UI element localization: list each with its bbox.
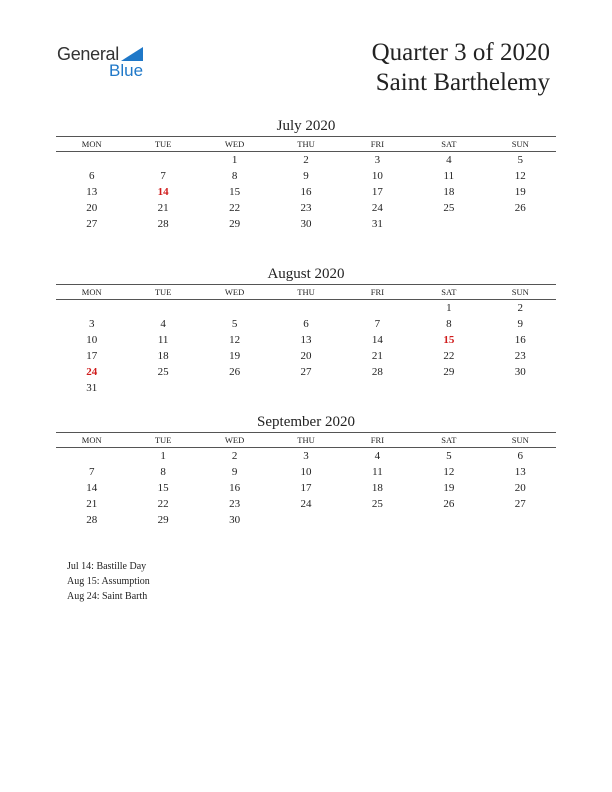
empty-day-cell (342, 512, 413, 528)
note-item: Aug 15: Assumption (67, 576, 150, 587)
weekday-label: FRI (370, 139, 385, 149)
empty-day-cell (270, 380, 341, 396)
day-cell: 11 (372, 466, 383, 478)
day-cell: 28 (157, 218, 169, 230)
day-cell: 23 (300, 202, 312, 214)
day-cell: 3 (88, 318, 95, 330)
logo-triangle-icon (121, 47, 143, 61)
empty-day-cell (485, 512, 556, 528)
weekday-label: FRI (370, 435, 385, 445)
month-title: August 2020 (267, 266, 345, 282)
day-cell: 25 (371, 498, 383, 510)
weekday-label: MON (81, 139, 102, 149)
day-cell: 3 (374, 154, 381, 166)
day-cell: 10 (300, 466, 312, 478)
day-cell: 17 (300, 482, 312, 494)
page-title (372, 38, 550, 98)
note-item: Aug 24: Saint Barth (67, 591, 148, 602)
weekday-header (56, 284, 556, 300)
weekday-label: WED (224, 139, 245, 149)
day-cell: 24 (371, 202, 383, 214)
day-cell: 15 (157, 482, 169, 494)
day-cell: 17 (86, 350, 98, 362)
weekday-label: SUN (511, 139, 529, 149)
day-cell: 23 (514, 350, 526, 362)
day-cell: 5 (517, 154, 524, 166)
day-cell: 1 (160, 450, 166, 462)
day-cell: 1 (231, 154, 238, 166)
day-cell: 5 (446, 450, 452, 462)
day-cell: 16 (300, 186, 312, 198)
empty-day-cell (56, 300, 127, 316)
weekday-header (56, 432, 556, 448)
weekday-label: SUN (511, 287, 529, 297)
day-grid (56, 448, 556, 528)
day-cell: 9 (517, 318, 524, 330)
weekday-label: WED (224, 287, 245, 297)
day-cell: 8 (446, 318, 452, 330)
day-cell: 22 (157, 498, 169, 510)
day-cell: 27 (300, 366, 312, 378)
day-cell: 10 (371, 170, 383, 182)
empty-day-cell (199, 380, 270, 396)
day-cell: 27 (514, 498, 526, 510)
day-cell: 18 (443, 186, 455, 198)
day-cell: 16 (514, 334, 526, 346)
day-cell: 13 (514, 466, 526, 478)
day-cell: 31 (371, 218, 383, 230)
month-title: September 2020 (257, 414, 355, 430)
day-cell: 19 (443, 482, 455, 494)
logo-blue-text: Blue (109, 61, 144, 80)
day-cell: 20 (86, 202, 98, 214)
weekday-label: TUE (154, 287, 172, 297)
day-cell: 1 (446, 302, 452, 314)
weekday-label: WED (224, 435, 245, 445)
day-cell: 29 (443, 366, 455, 378)
empty-day-cell (56, 152, 127, 168)
weekday-header (56, 136, 556, 152)
empty-day-cell (413, 512, 484, 528)
day-cell: 28 (371, 366, 383, 378)
day-cell: 25 (443, 202, 455, 214)
day-cell: 8 (231, 170, 238, 182)
weekday-label: THU (297, 435, 315, 445)
day-cell: 10 (86, 334, 98, 346)
day-cell: 30 (300, 218, 312, 230)
weekday-label: SAT (441, 287, 457, 297)
empty-day-cell (342, 380, 413, 396)
day-cell: 14 (371, 334, 383, 346)
holiday-day-cell: 14 (157, 186, 169, 198)
holiday-day-cell: 24 (86, 366, 98, 378)
empty-day-cell (413, 216, 484, 232)
weekday-label: SUN (511, 435, 529, 445)
empty-day-cell (127, 152, 198, 168)
day-cell: 2 (303, 154, 309, 166)
day-cell: 28 (86, 514, 98, 526)
day-cell: 13 (300, 334, 312, 346)
day-cell: 26 (443, 498, 455, 510)
day-cell: 4 (160, 318, 166, 330)
weekday-label: TUE (154, 435, 172, 445)
day-cell: 25 (157, 366, 169, 378)
weekday-label: THU (297, 139, 315, 149)
empty-day-cell (199, 300, 270, 316)
empty-day-cell (485, 380, 556, 396)
day-cell: 26 (229, 366, 241, 378)
day-cell: 9 (303, 170, 309, 182)
day-cell: 7 (88, 466, 95, 478)
day-cell: 16 (229, 482, 241, 494)
empty-day-cell (127, 380, 198, 396)
empty-day-cell (485, 216, 556, 232)
day-cell: 30 (514, 366, 526, 378)
day-cell: 23 (229, 498, 241, 510)
empty-day-cell (270, 512, 341, 528)
empty-day-cell (413, 380, 484, 396)
day-cell: 12 (229, 334, 241, 346)
holiday-notes (67, 559, 150, 604)
day-cell: 11 (157, 334, 169, 346)
day-cell: 7 (160, 170, 166, 182)
month-august (56, 264, 556, 396)
day-cell: 29 (229, 218, 241, 230)
day-cell: 30 (229, 514, 241, 526)
day-cell: 5 (231, 318, 238, 330)
day-grid (56, 152, 556, 232)
weekday-label: THU (297, 287, 315, 297)
day-cell: 6 (517, 450, 524, 462)
day-cell: 12 (514, 170, 526, 182)
day-cell: 20 (514, 482, 526, 494)
day-cell: 7 (374, 318, 381, 330)
day-cell: 18 (157, 350, 169, 362)
empty-day-cell (56, 448, 127, 464)
day-grid (56, 300, 556, 396)
empty-day-cell (127, 300, 198, 316)
day-cell: 3 (303, 450, 309, 462)
day-cell: 21 (371, 350, 383, 362)
day-cell: 15 (229, 186, 241, 198)
day-cell: 22 (229, 202, 241, 214)
weekday-label: SAT (441, 435, 457, 445)
day-cell: 20 (300, 350, 312, 362)
month-july (56, 116, 556, 232)
day-cell: 4 (446, 154, 452, 166)
day-cell: 26 (514, 202, 526, 214)
day-cell: 9 (231, 466, 238, 478)
day-cell: 31 (86, 382, 98, 394)
weekday-label: MON (81, 435, 102, 445)
logo-general-text: General (57, 44, 119, 64)
day-cell: 2 (231, 450, 238, 462)
day-cell: 21 (86, 498, 98, 510)
weekday-label: TUE (154, 139, 172, 149)
empty-day-cell (270, 300, 341, 316)
day-cell: 4 (374, 450, 381, 462)
day-cell: 6 (88, 170, 95, 182)
weekday-label: MON (81, 287, 102, 297)
note-item: Jul 14: Bastille Day (67, 561, 147, 572)
day-cell: 17 (371, 186, 383, 198)
day-cell: 19 (229, 350, 241, 362)
day-cell: 19 (514, 186, 526, 198)
day-cell: 29 (157, 514, 169, 526)
day-cell: 13 (86, 186, 98, 198)
title-line-2: Saint Barthelemy (375, 69, 550, 96)
weekday-label: SAT (441, 139, 457, 149)
empty-day-cell (342, 300, 413, 316)
day-cell: 27 (86, 218, 98, 230)
day-cell: 6 (303, 318, 309, 330)
holiday-day-cell: 15 (443, 334, 455, 346)
day-cell: 12 (443, 466, 455, 478)
logo (57, 44, 157, 84)
month-september (56, 412, 556, 528)
title-line-1: Quarter 3 of 2020 (371, 39, 550, 66)
day-cell: 8 (160, 466, 166, 478)
day-cell: 21 (157, 202, 169, 214)
month-title: July 2020 (276, 118, 336, 134)
day-cell: 14 (86, 482, 98, 494)
day-cell: 22 (443, 350, 455, 362)
day-cell: 24 (300, 498, 312, 510)
day-cell: 18 (371, 482, 383, 494)
weekday-label: FRI (370, 287, 385, 297)
day-cell: 11 (443, 170, 455, 182)
day-cell: 2 (517, 302, 524, 314)
